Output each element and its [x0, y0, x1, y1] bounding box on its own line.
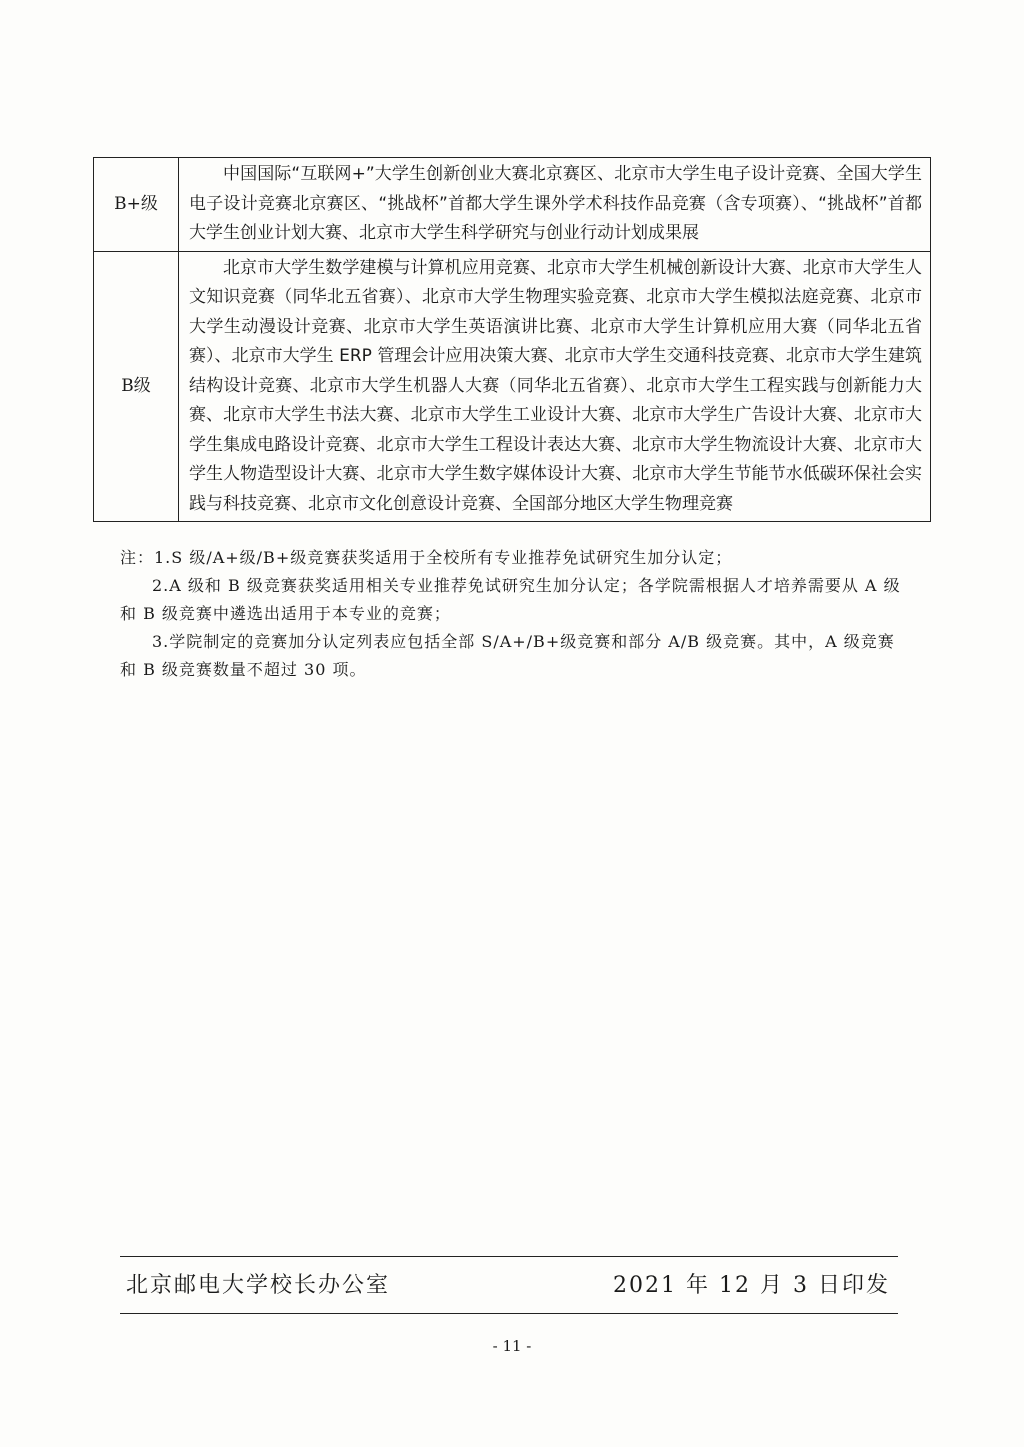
footer-bottom-rule	[120, 1313, 898, 1314]
note-item-2: 2.A 级和 B 级竞赛获奖适用相关专业推荐免试研究生加分认定；各学院需根据人才培养需要从 A 级和 B 级竞赛中遴选出适用于本专业的竞赛；	[120, 576, 901, 623]
table-row	[94, 158, 931, 252]
level-cell: B级	[94, 251, 179, 522]
competition-list-cell	[179, 158, 931, 252]
table-row	[94, 251, 931, 522]
footer-top-rule	[120, 1256, 898, 1257]
level-cell: B+级	[94, 158, 179, 252]
competition-list-cell	[179, 251, 931, 522]
notes-section	[120, 544, 910, 684]
competition-list-text: 中国国际“互联网+”大学生创新创业大赛北京赛区、北京市大学生电子设计竞赛、全国大学生电子设计竞赛北京赛区、“挑战杯”首都大学生课外学术科技作品竞赛（含专项赛）、“挑战杯”首都大学生创业计划大赛、北京市大学生科学研究与创业行动计划成果展	[189, 164, 922, 243]
note-item-1: 注：1.S 级/A+级/B+级竞赛获奖适用于全校所有专业推荐免试研究生加分认定；	[120, 548, 733, 567]
note-item-3: 3.学院制定的竞赛加分认定列表应包括全部 S/A+/B+级竞赛和部分 A/B 级竞赛。其中，A 级竞赛和 B 级竞赛数量不超过 30 项。	[120, 632, 895, 679]
competition-list-text: 北京市大学生数学建模与计算机应用竞赛、北京市大学生机械创新设计大赛、北京市大学生人文知识竞赛（同华北五省赛）、北京市大学生物理实验竞赛、北京市大学生模拟法庭竞赛、北京市大学生动漫设计竞赛、北京市大学生英语演讲比赛、北京市大学生计算机应用大赛（同华北五省赛）、北京市大学生 ERP 管理会计应用决策大赛、北京市大学生交通科技竞赛、北京市大学生建筑结构设计竞赛、北京市大学生机器人大赛（同华北五省赛）、北京市大学生工程实践与创新能力大赛、北京市大学生书法大赛、北京市大学生工业设计大赛、北京市大学生广告设计大赛、北京市大学生集成电路设计竞赛、北京市大学生工程设计表达大赛、北京市大学生物流设计大赛、北京市大学生人物造型设计大赛、北京市大学生数字媒体设计大赛、北京市大学生节能节水低碳环保社会实践与科技竞赛、北京市文化创意设计竞赛、全国部分地区大学生物理竞赛	[189, 257, 922, 514]
page-number: - 11 -	[492, 1337, 532, 1355]
footer-issuer: 北京邮电大学校长办公室	[126, 1273, 391, 1298]
footer-date: 2021 年 12 月 3 日印发	[613, 1273, 890, 1298]
competition-level-table	[93, 157, 931, 522]
